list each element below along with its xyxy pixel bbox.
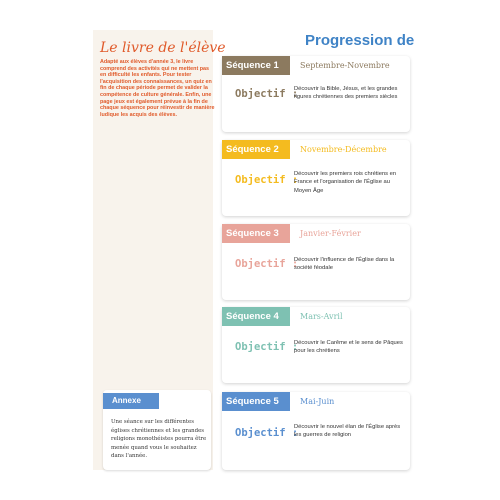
sequence-description-1: Découvrir la Bible, Jésus, et les grandes figures chrétiennes des premiers siècles (294, 86, 398, 101)
sequence-objective-5: Objectif : (235, 427, 299, 439)
sequence-description-3: Découvrir l'influence de l'Église dans la société féodale (294, 257, 395, 272)
annex-text: Une séance sur les différentes églises chrétiennes et les grandes religions monothéistes pourra être menée quand vous le souhaitez dans l'année. (111, 419, 207, 460)
sequence-objective-4: Objectif : (235, 341, 299, 353)
sequence-period-2: Novembre-Décembre (300, 145, 387, 154)
sequence-label-3: Séquence 3 (222, 224, 290, 243)
intro-title: Le livre de l'élève (100, 40, 226, 56)
sequence-label-1: Séquence 1 (222, 56, 290, 75)
intro-text: Adapté aux élèves d'année 3, le livre comprend des activités qui ne mettent pas en difficulté les enfants. Pour tester l'acquisition des connaissances, un quiz en fin de chaque période permet de valider la compétence de culture générale. Enfin, une page jeux est également prévue à la fin de chaque séquence pour réinvestir de manière ludique les acquis des élèves. (100, 59, 215, 118)
sequence-objective-2: Objectif : (235, 174, 299, 186)
sequence-label-2: Séquence 2 (222, 140, 290, 159)
sequence-label-5: Séquence 5 (222, 392, 290, 411)
progression-title: Progression de (305, 32, 415, 49)
sequence-description-2: Découvrir les premiers rois chrétiens en France et l'organisation de l'Église au Moyen Âge (294, 171, 397, 194)
sequence-description-4: Découvrir le Carême et le sens de Pâques pour les chrétiens (294, 340, 403, 355)
sequence-label-4: Séquence 4 (222, 307, 290, 326)
sequence-period-4: Mars-Avril (300, 312, 343, 321)
sequence-period-1: Septembre-Novembre (300, 61, 390, 70)
sequence-period-3: Janvier-Février (300, 229, 361, 238)
annex-label: Annexe (103, 393, 159, 409)
sequence-objective-3: Objectif : (235, 258, 299, 270)
sequence-objective-1: Objectif : (235, 88, 299, 100)
sequence-description-5: Découvrir le nouvel élan de l'Église après les guerres de religion (294, 424, 401, 439)
sequence-period-5: Mai-Juin (300, 397, 335, 406)
